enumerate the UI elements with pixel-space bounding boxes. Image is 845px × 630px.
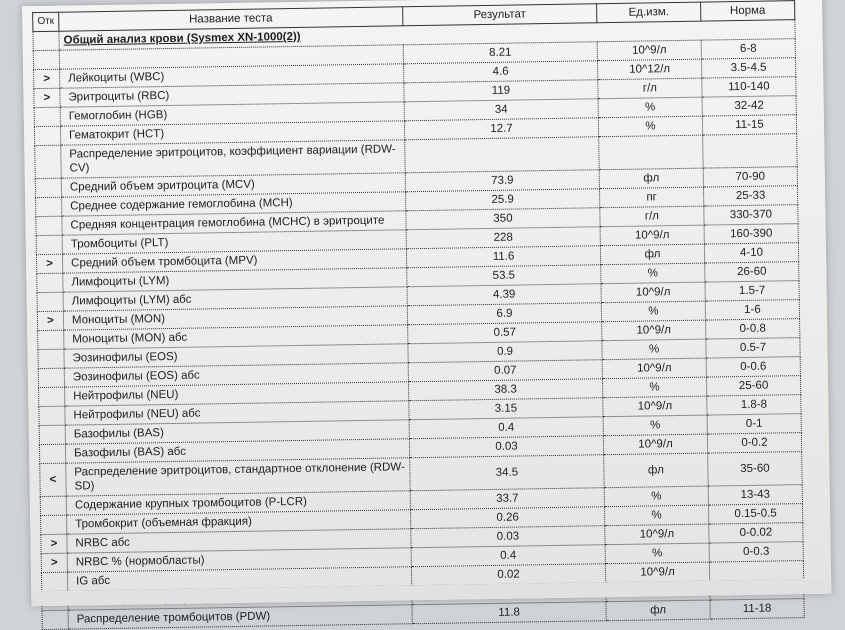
norm-cell: 1.8-8 <box>707 395 801 415</box>
norm-cell: 25-33 <box>703 186 797 206</box>
test-name-cell: NRBC % (нормобласты) <box>67 548 411 572</box>
unit-cell <box>599 135 704 170</box>
test-name-cell: Эозинофилы (EOS) абс <box>64 363 408 387</box>
result-cell: 33.7 <box>410 488 604 510</box>
unit-cell: фл <box>600 244 704 265</box>
unit-cell: 10^9/л <box>602 358 706 379</box>
norm-cell: 25-60 <box>706 376 800 396</box>
test-name-cell: Среднее содержание гемоглобина (MCH) <box>62 192 406 216</box>
flag-cell: > <box>34 69 60 88</box>
result-cell <box>405 137 599 173</box>
result-cell: 4.6 <box>403 61 597 83</box>
norm-cell: 0-0.3 <box>709 542 803 562</box>
flag-cell <box>35 178 61 197</box>
flag-cell <box>41 572 67 591</box>
unit-cell: % <box>601 263 705 284</box>
result-cell: 4.39 <box>407 284 601 306</box>
header-unit: Ед.изм. <box>597 2 701 23</box>
unit-cell: % <box>604 505 708 526</box>
test-name-cell: Нейтрофилы (NEU) <box>65 382 409 406</box>
result-cell: 8.21 <box>403 42 597 64</box>
flag-cell <box>40 496 66 515</box>
flag-cell <box>42 610 68 629</box>
unit-cell: % <box>605 543 709 564</box>
norm-cell: 26-60 <box>705 262 799 282</box>
norm-cell <box>703 134 798 168</box>
test-name-cell: Гемоглобин (HGB) <box>60 102 404 126</box>
flag-cell <box>36 197 62 216</box>
norm-cell: 35-60 <box>708 452 803 486</box>
flag-cell <box>41 515 67 534</box>
flag-cell: > <box>36 254 62 273</box>
flag-cell <box>34 107 60 126</box>
norm-cell: 0-1 <box>707 414 801 434</box>
test-name-cell: Средний объем тромбоцита (MPV) <box>62 249 406 273</box>
result-cell: 0.03 <box>411 526 605 548</box>
unit-cell: 10^9/л <box>603 434 707 455</box>
flag-cell: > <box>41 534 67 553</box>
norm-cell: 0.5-7 <box>706 338 800 358</box>
result-cell: 34.5 <box>410 455 604 491</box>
unit-cell: г/л <box>598 78 702 99</box>
test-name-cell: Моноциты (MON) <box>63 306 407 330</box>
result-cell: 0.07 <box>408 360 602 382</box>
unit-cell: 10^9/л <box>597 40 701 61</box>
norm-cell: 1-6 <box>705 300 799 320</box>
unit-cell: 10^9/л <box>601 282 705 303</box>
norm-cell: 0-0.8 <box>706 319 800 339</box>
flag-cell <box>38 368 64 387</box>
result-cell: 0.03 <box>409 436 603 458</box>
norm-cell: 11-15 <box>702 115 796 135</box>
unit-cell: % <box>603 415 707 436</box>
unit-cell: г/л <box>600 206 704 227</box>
norm-cell: 330-370 <box>704 205 798 225</box>
result-cell: 34 <box>404 99 598 121</box>
test-name-cell: Тромбокрит (объемная фракция) <box>67 510 411 534</box>
result-cell: 73.9 <box>405 170 599 192</box>
test-name-cell: Средняя концентрация гемоглобина (MCHC) в эритроците <box>62 211 406 235</box>
norm-cell: 32-42 <box>702 96 796 116</box>
flag-cell <box>37 292 63 311</box>
unit-cell: % <box>598 116 702 137</box>
flag-cell: < <box>40 463 67 496</box>
unit-cell: % <box>598 97 702 118</box>
norm-cell: 0-0.2 <box>707 433 801 453</box>
section-title: Общий анализ крови (Sysmex XN-1000(2)) <box>59 20 795 51</box>
result-cell: 0.4 <box>409 417 603 439</box>
flag-cell <box>33 50 59 69</box>
flag-cell <box>39 387 65 406</box>
flag-cell <box>37 273 63 292</box>
flag-cell: > <box>37 311 63 330</box>
result-cell: 119 <box>404 80 598 102</box>
unit-cell: % <box>601 301 705 322</box>
flag-cell: > <box>34 88 60 107</box>
result-cell: 228 <box>406 227 600 249</box>
flag-cell <box>39 444 65 463</box>
flag-cell <box>34 126 60 145</box>
test-name-cell: Распределение эритроцитов, коэффициент вариации (RDW-CV) <box>61 140 405 178</box>
result-cell: 350 <box>406 208 600 230</box>
norm-cell <box>709 561 803 581</box>
unit-cell: 10^9/л <box>605 562 709 583</box>
result-cell: 6.9 <box>407 303 601 325</box>
norm-cell: 13-43 <box>708 485 802 505</box>
test-name-cell: IG абс <box>67 567 411 591</box>
flag-cell <box>35 145 62 178</box>
header-norm: Норма <box>701 1 795 21</box>
unit-cell: 10^9/л <box>605 524 709 545</box>
header-test-name: Название теста <box>59 7 403 31</box>
result-cell: 0.02 <box>411 564 605 586</box>
result-cell: 38.3 <box>408 379 602 401</box>
result-cell: 11.8 <box>412 602 606 624</box>
test-name-cell: Лимфоциты (LYM) <box>63 268 407 292</box>
flag-cell <box>39 425 65 444</box>
unit-cell: 10^9/л <box>600 225 704 246</box>
test-name-cell: Распределение эритроцитов, стандартное отклонение (RDW-SD) <box>66 458 410 496</box>
norm-cell: 4-10 <box>704 243 798 263</box>
flag-cell <box>38 330 64 349</box>
flag-cell: > <box>41 553 67 572</box>
norm-cell: 160-390 <box>704 224 798 244</box>
unit-cell: % <box>604 486 708 507</box>
unit-cell: пг <box>599 187 703 208</box>
result-cell: 12.7 <box>404 118 598 140</box>
norm-cell: 70-90 <box>703 167 797 187</box>
test-name-cell: Базофилы (BAS) абс <box>65 439 409 463</box>
test-name-cell: Средний объем эритроцита (MCV) <box>61 173 405 197</box>
result-cell: 0.26 <box>411 507 605 529</box>
test-name-cell: Эритроциты (RBC) <box>60 83 404 107</box>
test-name-cell: Распределение тромбоцитов (PDW) <box>68 605 412 629</box>
result-cell: 0.57 <box>408 322 602 344</box>
test-name-cell: Нейтрофилы (NEU) абс <box>65 401 409 425</box>
norm-cell: 3.5-4.5 <box>701 58 795 78</box>
test-name-cell: Тромбоциты (PLT) <box>62 230 406 254</box>
flag-cell <box>36 216 62 235</box>
result-cell: 53.5 <box>407 265 601 287</box>
result-cell: 0.9 <box>408 341 602 363</box>
unit-cell: 10^12/л <box>597 59 701 80</box>
norm-cell: 1.5-7 <box>705 281 799 301</box>
unit-cell: фл <box>604 453 709 488</box>
test-name-cell: Лимфоциты (LYM) абс <box>63 287 407 311</box>
test-name-cell: Гематокрит (HCT) <box>60 121 404 145</box>
test-name-cell: Базофилы (BAS) <box>65 420 409 444</box>
result-cell: 3.15 <box>409 398 603 420</box>
results-table <box>32 0 805 630</box>
unit-cell: % <box>602 377 706 398</box>
unit-cell: фл <box>599 168 703 189</box>
flag-cell <box>36 235 62 254</box>
test-name-cell: Моноциты (MON) абс <box>64 325 408 349</box>
unit-cell: 10^9/л <box>602 320 706 341</box>
result-cell: 0.4 <box>411 545 605 567</box>
test-name-cell: Эозинофилы (EOS) <box>64 344 408 368</box>
result-cell: 25.9 <box>406 189 600 211</box>
result-cell: 11.6 <box>406 246 600 268</box>
unit-cell: фл <box>606 600 710 621</box>
flag-cell <box>39 406 65 425</box>
lab-report-sheet <box>22 0 831 626</box>
norm-cell: 110-140 <box>702 77 796 97</box>
norm-cell: 0-0.6 <box>706 357 800 377</box>
test-name-cell: NRBC абс <box>67 529 411 553</box>
norm-cell: 6-8 <box>701 39 795 59</box>
header-result: Результат <box>403 4 597 26</box>
norm-cell: 11-18 <box>710 599 804 619</box>
unit-cell: 10^9/л <box>603 396 707 417</box>
norm-cell: 0-0.02 <box>709 523 803 543</box>
unit-cell: % <box>602 339 706 360</box>
test-name-cell: Лейкоциты (WBC) <box>60 64 404 88</box>
test-name-cell: Содержание крупных тромбоцитов (P-LCR) <box>66 491 410 515</box>
header-flag: Отк <box>33 12 59 31</box>
flag-cell <box>38 349 64 368</box>
norm-cell: 0.15-0.5 <box>708 504 802 524</box>
